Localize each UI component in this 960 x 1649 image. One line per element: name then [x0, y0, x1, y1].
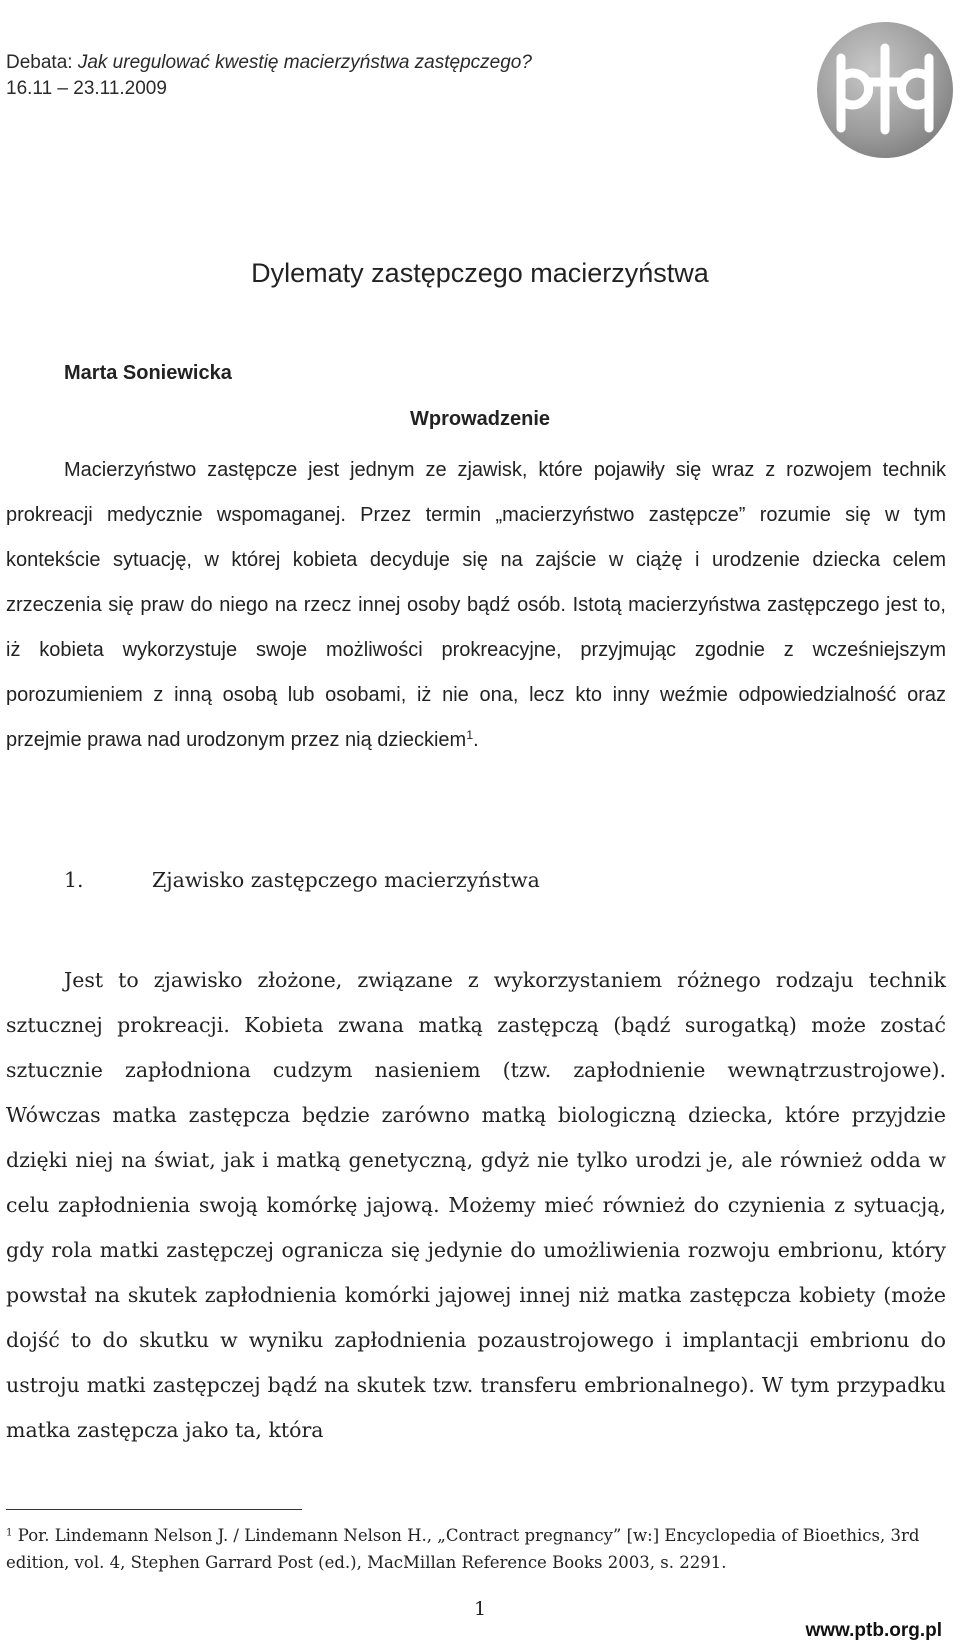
intro-end: . — [473, 729, 479, 751]
section-title: Zjawisko zastępczego macierzyństwa — [152, 868, 540, 892]
debate-label: Debata: — [6, 52, 78, 73]
footnote-ref[interactable]: 1 — [466, 728, 474, 743]
footnote-divider — [6, 1509, 302, 1510]
intro-heading: Wprowadzenie — [409, 408, 550, 430]
document-title: Dylematy zastępczego macierzyństwa — [251, 258, 709, 288]
page-number: 1 — [473, 1598, 487, 1620]
section-text: Jest to zjawisko złożone, związane z wykorzystaniem różnego rodzaju technik sztucznej prokreacji. Kobieta zwana matką zastępczą (bądź surogatką) może zostać sztucznie zapłodniona cudzym nasieniem (tzw. zapłodnienie wewnątrzustrojowe). Wówczas matka zastępcza będzie zarówno matką biologiczną dziecka, które przyjdzie dzięki niej na świat, jak i matką genetyczną, gdyż nie tylko urodzi je, ale również odda w celu zapłodnienia swoją komórkę jajową. Możemy mieć również do czynienia z sytuacją, gdy rola matki zastępczej ogranicza się jedynie do umożliwienia rozwoju embrionu, który powstał na skutek zapłodnienia komórki jajowej innej niż matka zastępcza kobiety (może dojść to do skutku w wyniku zapłodnienia pozaustrojowego i implantacji embrionu do ustroju matki zastępczej bądź na skutek tzw. transferu embrionalnego). W tym przypadku matka zastępcza jako ta, która — [6, 968, 946, 1442]
footnote — [6, 1522, 941, 1576]
intro-paragraph — [6, 448, 946, 763]
debate-title: Jak uregulować kwestię macierzyństwa zastępczego? — [77, 52, 532, 73]
footnote-text: Por. Lindemann Nelson J. / Lindemann Nelson H., „Contract pregnancy” [w:] Encyclopedia of Bioethics, 3rd edition, vol. 4, Stephen Garrard Post (ed.), MacMillan Reference Books 2003, s. 2291. — [6, 1526, 920, 1572]
author-name: Marta Soniewicka — [64, 362, 232, 384]
intro-text: Macierzyństwo zastępcze jest jednym ze zjawisk, które pojawiły się wraz z rozwojem technik prokreacji medycznie wspomaganej. Przez termin „macierzyństwo zastępcze” rozumie się w tym kontekście sytuację, w której kobieta decyduje się na zajście w ciążę i urodzenie dziecka celem zrzeczenia się praw do niego na rzecz innej osoby bądź osób. Istotą macierzyństwa zastępczego jest to, iż kobieta wykorzystuje swoje możliwości prokreacyjne, przyjmując zgodnie z wcześniejszym porozumieniem z inną osobą lub osobami, iż nie ona, lecz kto inny weźmie odpowiedzialność oraz przejmie prawa nad urodzonym przez nią dzieckiem — [6, 459, 946, 751]
section-paragraph — [6, 958, 946, 1453]
site-url-link[interactable]: www.ptb.org.pl — [805, 1620, 942, 1641]
section-heading — [64, 868, 540, 892]
debate-header — [6, 50, 532, 102]
debate-dates: 16.11 – 23.11.2009 — [6, 78, 167, 99]
ptb-logo-icon — [815, 20, 955, 160]
footnote-number: 1 — [6, 1527, 13, 1539]
debate-title-line — [6, 50, 532, 76]
section-number: 1. — [64, 868, 84, 892]
